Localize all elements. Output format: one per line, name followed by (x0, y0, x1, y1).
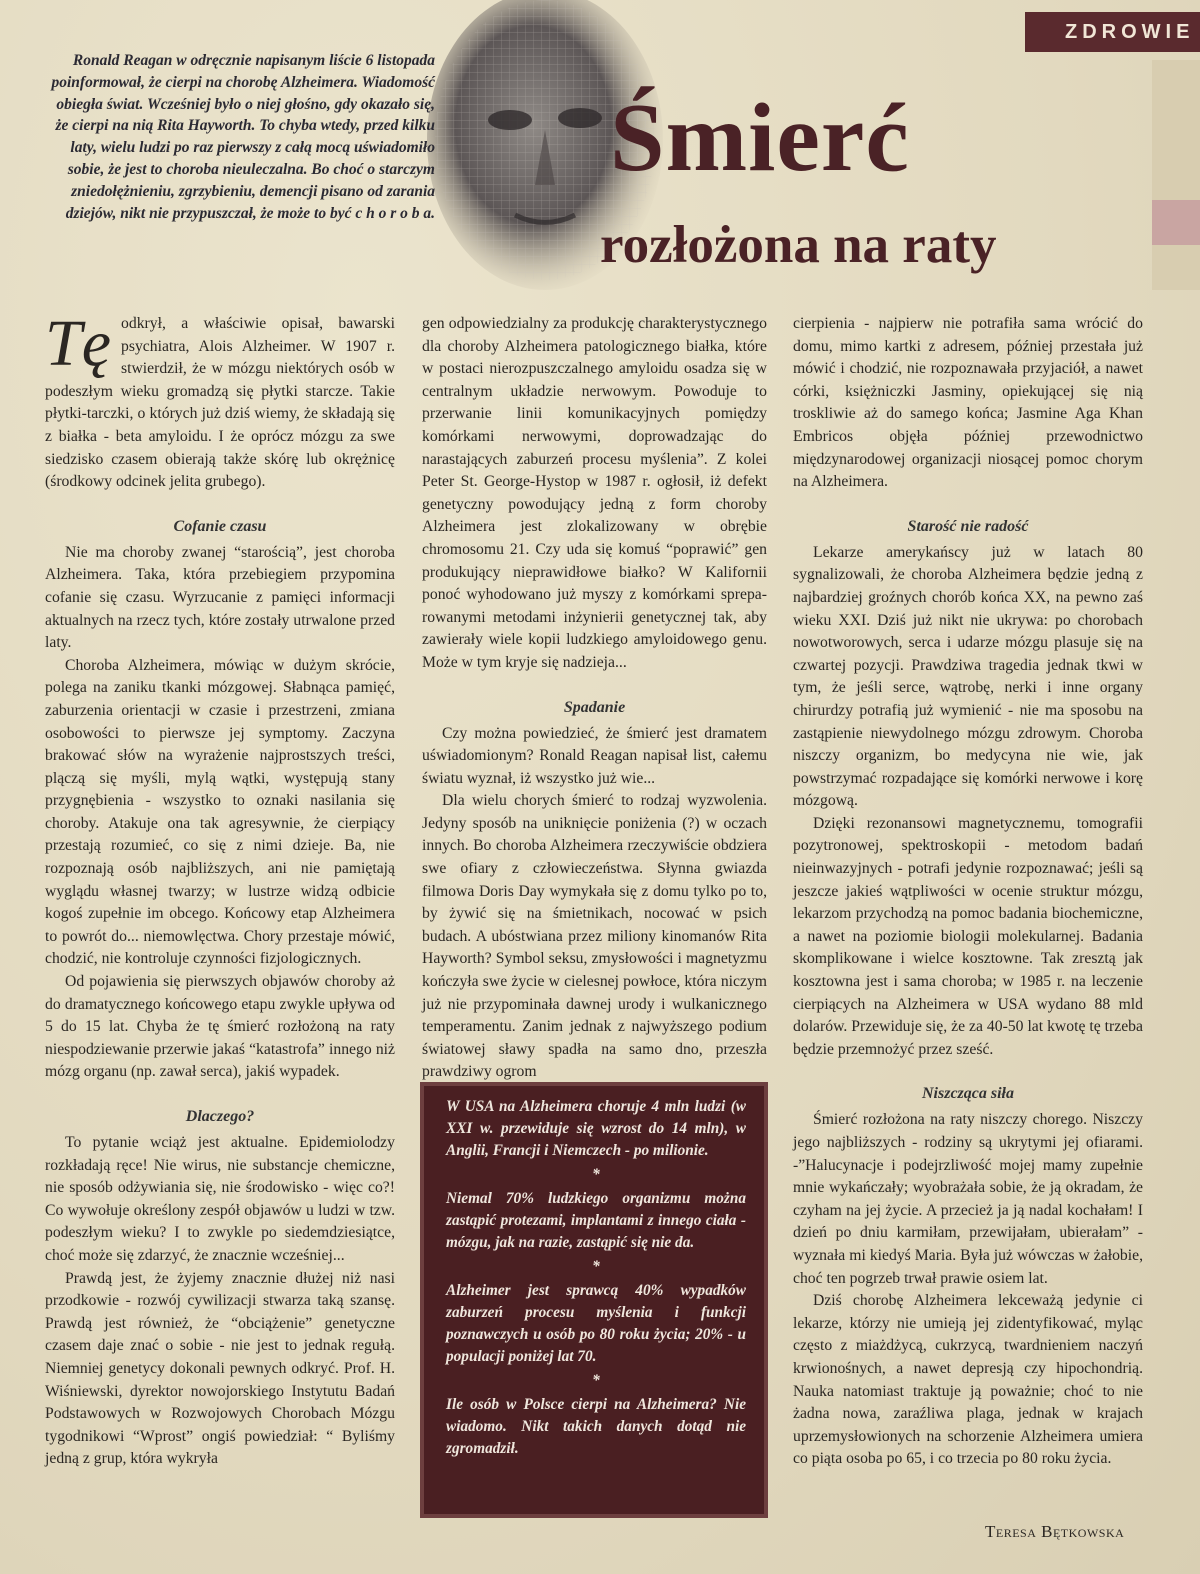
paragraph: gen odpowiedzialny za produkcję charakterystycznego dla choroby Alzheimera patologicznego białka, które w postaci nierozpuszczalnego amyloidu osadza się w centralnym układzie nerwowym. Powoduje to przerwanie linii komunikacyjnych pomiędzy komórkami nerwowymi, doprowadzając do narastających zaburzeń procesu myślenia”. Z kolei Peter St. George-Hystop w 1987 r. ogłosił, iż defekt genetyczny powodujący jedną z form choroby Alzheimera jest zlokalizowany w obrębie chromosomu 21. Czy uda się komuś “poprawić” gen produkujący nieprawidłowe białko? W Kalifornii ponoć wyhodowano już myszy z komórkami spreparowanymi metodami inżynierii genetycznej tak, aby zawierały wiele kopii ludzkiego amyloidowego genu. Może w tym kryje się nadzieja... (422, 315, 767, 671)
paragraph: Nie ma choroby zwanej “starością”, jest choroba Alzheimera. Taka, która przebiegiem przypomina cofanie się czasu. Wyrzucanie z pamięci informacji aktualnych na rzecz tych, które zostały utrwalone przed laty. (45, 543, 395, 652)
drop-cap: Tę (45, 307, 111, 380)
paragraph: Prawdą jest, że żyjemy znacznie dłużej niż nasi przodkowie - rozwój cywilizacji stwarza taką szansę. Prawdą jest również, że “obciążenie” genetyczne czasem daje znać o sobie - nie jest to jednak regułą. Niemniej genetycy dokonali pewnych odkryć. Prof. H. Wiśniewski, dyrektor nowojorskiego Instytutu Badań Podstawowych w Rozwojowych Chorobach Mózgu tygodnikowi “Wprost” ongiś powiedział: “ Byliśmy jedną z grup, która wykryła (45, 1269, 395, 1468)
fact-paragraph: Ile osób w Polsce cierpi na Alzheimera? Nie wiadomo. Nikt takich danych dotąd nie zgromadził. (446, 1396, 746, 1457)
headline: Śmierć (610, 84, 910, 192)
separator-star: * (592, 1372, 600, 1389)
fact-paragraph: Niemal 70% ludzkiego organizmu można zastąpić protezami, implantami z innego ciała - mózgu, jak na razie, zastąpić się nie da. (446, 1190, 746, 1251)
paragraph: Dziś chorobę Alzheimera lekceważą jedynie ci lekarze, którzy nie umieją jej zidentyfikować, myląc często z miażdżycą, cukrzycą, twardnieniem naczyń krwionośnych, a nawet depresją czy hipochondrią. Nauka natomiast traktuje ją poważnie; choć to nie żadna nowa, zaraźliwa plaga, jednak w krajach uprzemysłowionych na schorzenie Alzheimera umiera co piąta osoba po 65, i co trzecia po 80 roku życia. (793, 1292, 1143, 1468)
section-heading: Starość nie radość (907, 517, 1029, 535)
subheadline: rozłożona na raty (600, 216, 997, 274)
paragraph: Choroba Alzheimera, mówiąc w dużym skrócie, polega na zaniku tkanki mózgowej. Słabnąca pamięć, zaburzenia orientacji w czasie i przestrzeni, zmiana osobowości to pierwsze jej symptomy. Zaczyna brakować słów na wyrażenie najprostszych treści, plączą się myśli, mylą wątki, występują stany przygnębienia - wszystko to oznaki nasilania się choroby. Atakuje ona tak agresywnie, że cierpiący przestają rozumieć, co się z nimi dzieje. Ba, nie rozpoznają osób najbliższych, ani nie pamiętają wyglądu własnej twarzy; w lustrze widzą odbicie kogoś zupełnie im obcego. Końcowy etap Alzheimera to powrót do... niemowlęctwa. Chory przestaje mówić, chodzić, nie kontroluje czynności fizjologicznych. (45, 656, 395, 968)
author-byline: Teresa Bętkowska (985, 1522, 1125, 1541)
section-heading: Cofanie czasu (173, 517, 267, 535)
section-heading: Dlaczego? (185, 1108, 255, 1125)
adjacent-page-tab (1152, 200, 1200, 245)
paragraph: Dzięki rezonansowi magnetycznemu, tomografii pozytronowej, spektroskopii - metodom badań nieinwazyjnych - potrafi jedynie rozpoznawać; jeśli są jeszcze jakieś wątpliwości w ocenie struktur mózgu, lekarzom przychodzą na pomoc badania biochemiczne, a nawet na poziomie biologii molekularnej. Badania skomplikowane i wielce kosztowne. Tak zresztą jak kosztowna jest i sama choroba; w 1985 r. na leczenie cierpiących na Alzheimera w USA wydano 88 mld dolarów. Przewiduje się, że za 40-50 lat kwotę tę trzeba będzie przemnożyć przez sześć. (793, 814, 1143, 1058)
section-tag: ZDROWIE (1025, 12, 1200, 52)
paragraph: Lekarze amerykańscy już w latach 80 sygnalizowali, że choroba Alzheimera będzie jedną z najbardziej groźnych chorób końca XX, na pewno zaś wieku XXI. Dziś już nikt nie ukrywa: po chorobach nowotworowych, serca i udarze mózgu plasuje się na czwartej pozycji. Prawdziwa tragedia jednak tkwi w tym, że jeśli serce, wątrobę, nerki i inne organy chirurdzy potrafią już wymienić - nie ma sposobu na zastąpienie niewydolnego mózgu zdrowym. Choroba niszczy organizm, bo medycyna nie wie, jak powstrzymać rozpadające się komórki nerwowe i korę mózgową. (793, 543, 1143, 810)
fact-paragraph: Alzheimer jest sprawcą 40% wypadków zaburzeń procesu myślenia i funkcji poznawczych u osób po 80 roku życia; 20% - u populacji poniżej lat 70. (446, 1282, 746, 1365)
paragraph: Tę odkrył, a właściwie opisał, bawarski psychiatra, Alois Alzheimer. W 1907 r. stwierdził, że w mózgu niektórych osób w podeszłym wieku gromadzą się płytki starcze. Takie płytki-tarczki, o których już dziś wiemy, że składają się z białka - beta amyloidu. I że oprócz mózgu za swe siedzisko czasem obierają także skórę lub okrężnicę (środkowy odcinek jelita grubego). (45, 307, 395, 491)
paragraph: cierpienia - najpierw nie potrafiła sama wrócić do domu, mimo kartki z adresem, później przestała już mówić i chodzić, nie rozpoznawała przyjaciół, a nawet córki, księżniczki Jasminy, opiekującej się nią troskliwie aż do samego końca; Jasmine Aga Khan Embricos objęła później przewodnictwo międzynarodowej organizacji niosącej pomoc chorym na Alzheimera. (793, 315, 1143, 491)
paragraph: To pytanie wciąż jest aktualne. Epidemiolodzy rozkładają ręce! Nie wirus, nie substancje chemiczne, nie sposób odżywiania się, nie środowisko - więc co?! Co wywołuje określony zespół objawów u ludzi w tzw. podeszłym wieku? I to zwykle po siedemdziesiątce, choć może się zdarzyć, że znacznie wcześniej... (45, 1134, 395, 1264)
section-heading: Niszcząca siła (922, 1085, 1014, 1103)
intro-lead: Ronald Reagan w odręcznie napisanym liście 6 listopada poinformował, że cierpi na chorobę Alzheimera. Wiadomość obiegła świat. Wcześniej było o niej głośno, gdy okazało się, że cierpi na nią Rita Hayworth. To chyba wtedy, przed kilku laty, wielu ludzi po raz pierwszy z całą mocą uświadomiło sobie, że jest to choroba nieuleczalna. Bo choć o starczym zniedołężnieniu, zgrzybieniu, demencji pisano od zarania dziejów, nikt nie przypuszczał, że może to być c h o r o b a. (51, 52, 435, 222)
paragraph: Śmierć rozłożona na raty niszczy chorego. Niszczy jego najbliższych - rodziny są ukrytymi jej ofiarami. -”Halucynacje i podejrzliwość mojej mamy zupełnie mnie wykańczały; wyobrażała sobie, że ją okradam, że czyham na jej życie. A przecież ja ją nadal kochałam! I dzień po dniu karmiłam, przewijałam, ubierałam” - wyznała mi kiedyś Maria. Była już wówczas w żałobie, choć ten pogrzeb trwał prawie osiem lat. (793, 1111, 1143, 1287)
facts-box (420, 1082, 768, 1518)
section-heading: Spadanie (563, 698, 626, 716)
column-2 (422, 313, 767, 1084)
paragraph: Od pojawienia się pierwszych objawów choroby aż do dramatycznego końcowego etapu zwykle upływa od 5 do 15 lat. Chyba że tę śmierć rozłożoną na raty niespodziewanie przerwie jakaś “katastrofa” innego niż mózg organu (np. zawał serca), jakiś wypadek. (45, 973, 395, 1081)
paragraph: Dla wielu chorych śmierć to rodzaj wyzwolenia. Jedyny sposób na uniknięcie poniżenia (?) w oczach innych. Bo choroba Alzheimera rzeczywiście obdziera swe ofiary z człowieczeństwa. Słynna gwiazda filmowa Doris Day wymykała się z domu tylko po to, by żywić się na śmietnikach, nocować w psich budach. A ubóstwiana przez miliony kinomanów Rita Hayworth? Symbol seksu, zmysłowości i magnetyzmu kończyła swe życie w cielesnej powłoce, która niczym już nie przypominała dawnej urody i wulkanicznego temperamentu. Zanim jednak z najwyższego podium światowej sławy spadła na samo dno, przeszła prawdziwy ogrom (422, 792, 767, 1081)
separator-star: * (592, 1166, 600, 1183)
column-1 (45, 307, 395, 1471)
paragraph: Czy można powiedzieć, że śmierć jest dramatem uświadomionym? Ronald Reagan napisał list, całemu światu wyznał, iż wszystko już wie... (422, 724, 767, 787)
separator-star: * (592, 1258, 600, 1275)
column-3 (793, 313, 1143, 1471)
fact-paragraph: W USA na Alzheimera choruje 4 mln ludzi (w XXI w. przewiduje się wzrost do 14 mln), w Anglii, Francji i Niemczech - po milionie. (446, 1098, 746, 1159)
adjacent-page-edge (1152, 60, 1200, 290)
